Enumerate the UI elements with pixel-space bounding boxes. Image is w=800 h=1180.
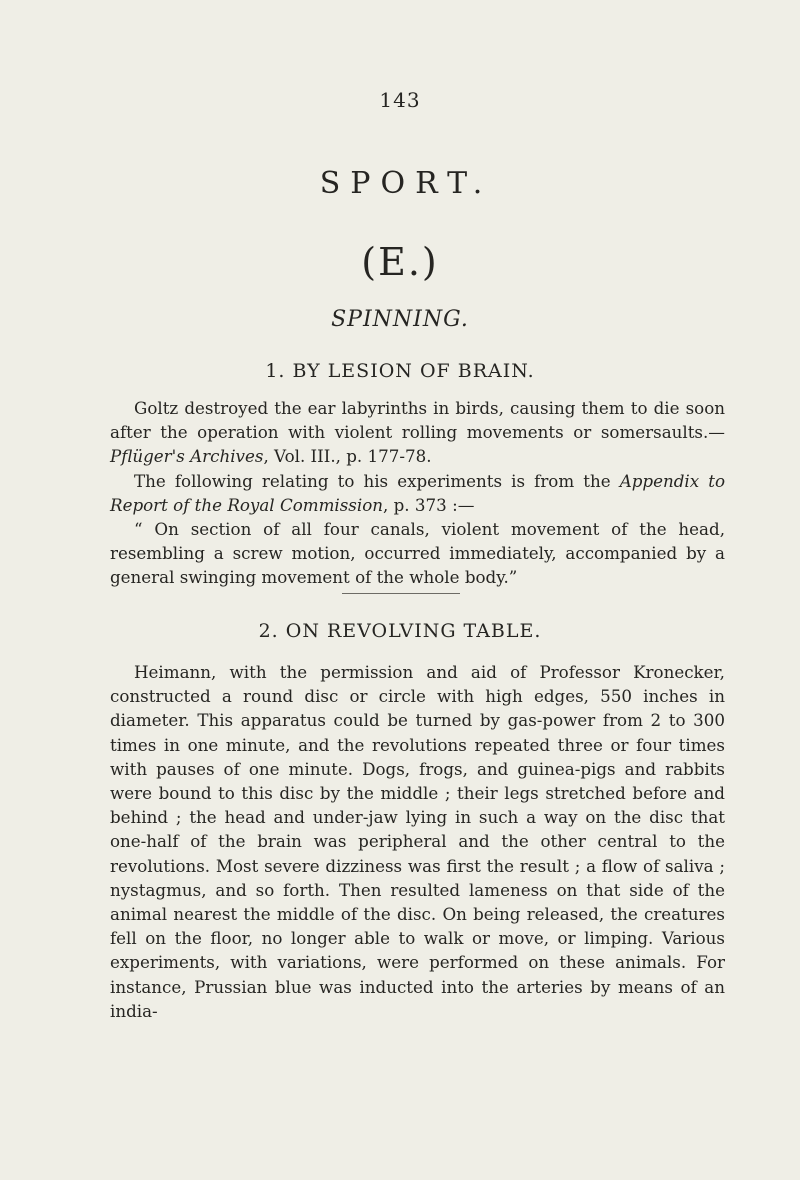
paragraph-1-text: Goltz destroyed the ear labyrinths in birds, causing them to die soon after the operation with violent rolling movements or somersaults.—: [110, 398, 725, 443]
subsection-1-paragraph-2: [110, 469, 725, 517]
paragraph-1-citation: Pflüger's Archives: [110, 446, 264, 467]
section-title: SPINNING.: [331, 307, 469, 332]
subsection-2-heading: 2. ON REVOLVING TABLE.: [258, 620, 542, 642]
subsection-1-heading: 1. BY LESION OF BRAIN.: [265, 360, 535, 382]
chapter-title: SPORT.: [319, 166, 493, 201]
subsection-1-body: [110, 396, 725, 590]
paragraph-1-reference: , Vol. III., p. 177-78.: [263, 446, 432, 467]
paragraph-2-reference: , p. 373 :—: [383, 494, 475, 515]
subsection-1-quote: “ On section of all four canals, violent movement of the head, resembling a screw motion, occurred immediately, accompanied by a general swinging movement of the whole body.”: [110, 519, 725, 588]
subsection-2-body: [110, 660, 725, 1023]
subsection-2-paragraph: Heimann, with the permission and aid of Professor Kronecker, constructed a round disc or circle with high edges, 550 inches in diameter. This apparatus could be turned by gas-power from 2 to 300 times in one minute, and the revolutions repeated three or four times with pauses of one minute. Dogs, frogs, and guinea-pigs and rabbits were bound to this disc by the middle ; their legs stretched before and behind ; the head and under-jaw lying in such a way on the disc that one-half of the brain was peripheral and the other central to the revolutions. Most severe dizziness was first the result ; a flow of saliva ; nystagmus, and so forth. Then resulted lameness on that side of the animal nearest the middle of the disc. On being released, the creatures fell on the floor, no longer able to walk or move, or limping. Various experiments, with variations, were performed on these animals. For instance, Prussian blue was inducted into the arteries by means of an india-: [110, 662, 725, 1021]
section-letter: (E.): [361, 240, 439, 284]
section-divider: [342, 593, 460, 594]
paragraph-2-text: The following relating to his experiments is from the: [134, 470, 620, 491]
page-number: 143: [379, 88, 421, 112]
paragraph-2-citation: Appendix to Report of the Royal Commission: [110, 470, 725, 515]
subsection-1-paragraph-1: [110, 396, 725, 469]
